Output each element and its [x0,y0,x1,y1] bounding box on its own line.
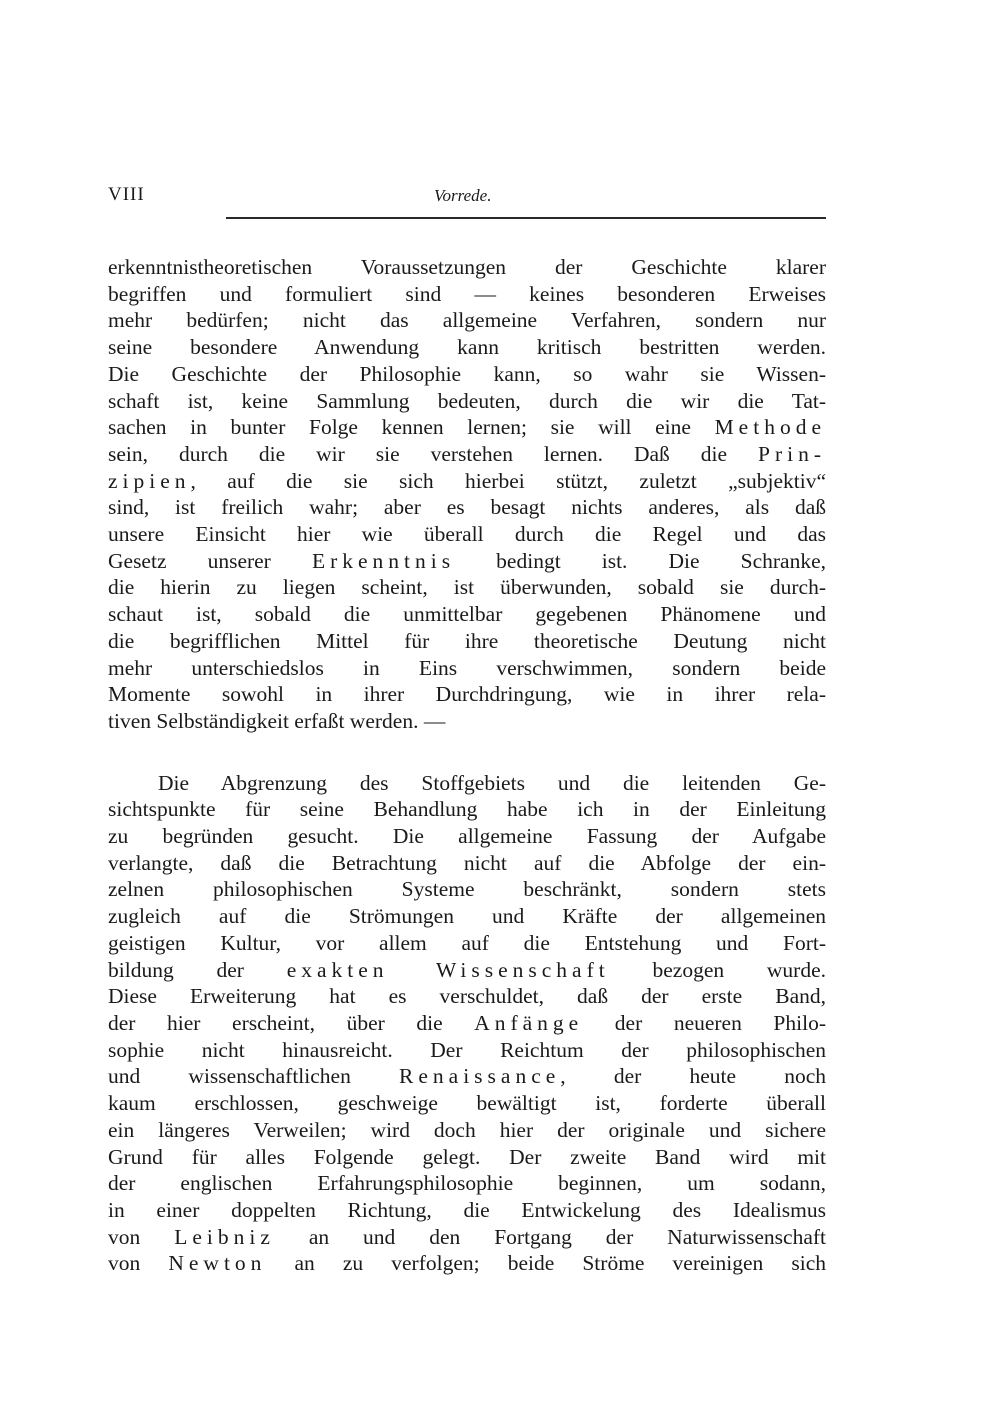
emphasized-word: Methode [714,415,826,440]
text-line: schaft ist, keine Sammlung bedeuten, durch die wir die Tat- [108,388,826,413]
body-text [108,254,826,1277]
text-line: begriffen und formuliert sind — keines besonderen Erweises [108,281,826,306]
text-line: zu begründen gesucht. Die allgemeine Fassung der Aufgabe [108,824,826,849]
text-line: Momente sowohl in ihrer Durchdringung, wie in ihrer rela- [108,682,826,707]
text-line: unsere Einsicht hier wie überall durch die Regel und das [108,522,826,547]
text-line: der hier erscheint, über die Anfänge der neueren Philo- [108,1010,826,1035]
text-line: verlangte, daß die Betrachtung nicht auf die Abfolge der ein- [108,850,826,875]
text-line: die hierin zu liegen scheint, ist überwunden, sobald sie durch- [108,575,826,600]
text-line: die begrifflichen Mittel für ihre theoretische Deutung nicht [108,628,826,653]
text-line: der englischen Erfahrungsphilosophie beginnen, um sodann, [108,1171,826,1196]
emphasized-word: zipien [108,468,191,493]
text-line: geistigen Kultur, vor allem auf die Entstehung und Fort- [108,930,826,955]
text-line: sein, durch die wir sie verstehen lernen. Daß die Prin- [108,441,826,466]
text-line: ein längeres Verweilen; wird doch hier der originale und sichere [108,1117,826,1142]
text-line: und wissenschaftlichen Renaissance, der heute noch [108,1064,826,1089]
emphasized-word: Anfänge [474,1010,584,1035]
emphasized-word: exakten Wissenschaft [286,957,610,982]
emphasized-word: Erkenntnis [311,548,456,573]
text-line: von Leibniz an und den Fortgang der Naturwissenschaft [108,1224,826,1249]
text-line: mehr bedürfen; nicht das allgemeine Verfahren, sondern nur [108,308,826,333]
text-line: zelnen philosophischen Systeme beschränkt, sondern stets [108,877,826,902]
text-line: in einer doppelten Richtung, die Entwickelung des Idealismus [108,1197,826,1222]
text-line: sichtspunkte für seine Behandlung habe ich in der Einleitung [108,797,826,822]
page-number: VIII [108,184,145,205]
page [108,180,826,1277]
text-line: von Newton an zu verfolgen; beide Ströme vereinigen sich [108,1251,826,1276]
text-line: Gesetz unserer Erkenntnis bedingt ist. Die Schranke, [108,548,826,573]
text-line: seine besondere Anwendung kann kritisch bestritten werden. [108,335,826,360]
text-line: Grund für alles Folgende gelegt. Der zweite Band wird mit [108,1144,826,1169]
text-line: Diese Erweiterung hat es verschuldet, daß der erste Band, [108,984,826,1009]
running-header [108,180,826,208]
running-title: Vorrede. [434,186,492,205]
text-line: Die Abgrenzung des Stoffgebiets und die leitenden Ge- [158,770,826,795]
text-line: mehr unterschiedslos in Eins verschwimmen, sondern beide [108,655,826,680]
text-line: tiven Selbständigkeit erfaßt werden. — [108,708,446,733]
text-line: sophie nicht hinausreicht. Der Reichtum der philosophischen [108,1037,826,1062]
emphasized-word: Prin- [758,441,826,466]
paragraph-1 [108,254,826,735]
text-line: erkenntnistheoretischen Voraussetzungen der Geschichte klarer [108,255,826,279]
paragraph-2 [108,770,826,1277]
paragraph-gap [108,735,826,770]
text-line: zipien, auf die sie sich hierbei stützt, zuletzt „subjektiv“ [108,468,826,493]
text-line: schaut ist, sobald die unmittelbar gegebenen Phänomene und [108,602,826,627]
emphasized-word: Newton [168,1251,267,1276]
emphasized-word: Leibniz [174,1224,275,1249]
text-line: kaum erschlossen, geschweige bewältigt ist, forderte überall [108,1091,826,1116]
text-line: zugleich auf die Strömungen und Kräfte der allgemeinen [108,904,826,929]
text-line: sachen in bunter Folge kennen lernen; sie will eine Methode [108,415,826,440]
header-rule [226,217,826,219]
text-line: bildung der exakten Wissenschaft bezogen wurde. [108,957,826,982]
text-line: sind, ist freilich wahr; aber es besagt nichts anderes, als daß [108,495,826,520]
emphasized-word: Renaissance [399,1064,561,1089]
text-line: Die Geschichte der Philosophie kann, so wahr sie Wissen- [108,361,826,386]
